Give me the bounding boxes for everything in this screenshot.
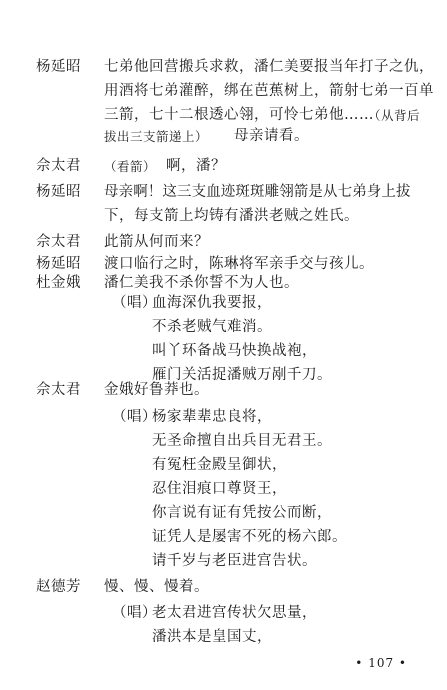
lyric-text: 雁门关活捉潘贼万剐千刀。 (152, 367, 332, 383)
sing-marker: （唱） (112, 295, 157, 311)
dialogue-text: 啊，潘？ (166, 158, 226, 174)
speaker-yang-yanzhao: 杨延昭 (36, 256, 81, 272)
speaker-she-taijun: 佘太君 (36, 158, 81, 174)
speaker-zhao-defang: 赵德芳 (36, 579, 81, 595)
dialogue-text: 此箭从何而来？ (104, 234, 209, 250)
stage-direction: 拔出三支箭递上） (104, 129, 209, 144)
dialogue-text: 下，每支箭上均铸有潘洪老贼之姓氏。 (104, 208, 359, 224)
speaker-she-taijun: 佘太君 (36, 382, 81, 398)
lyric-text: 你言说有证有凭按公而断， (152, 505, 332, 521)
stage-direction: （看箭） (104, 159, 157, 174)
speaker-du-jin-e: 杜金娥 (36, 275, 81, 291)
sing-marker: （唱） (112, 605, 157, 621)
lyric-text: 叫丫环备战马快换战袍， (152, 343, 317, 359)
sing-marker: （唱） (112, 409, 157, 425)
lyric-text: 老太君进宫传状欠思量， (152, 605, 317, 621)
dialogue-text: 渡口临行之时，陈琳将军亲手交与孩儿。 (104, 256, 374, 272)
speaker-yang-yanzhao: 杨延昭 (36, 184, 81, 200)
dialogue-text: 七弟他回营搬兵求救，潘仁美要报当年打子之仇， (104, 59, 434, 75)
lyric-text: 无圣命擅自出兵目无君王。 (152, 433, 332, 449)
dialogue-text: 三箭，七十二根透心翎，可怜七弟他…… (104, 107, 374, 123)
lyric-text: 潘洪本是皇国丈， (152, 629, 272, 645)
dialogue-text: 金娥好鲁莽也。 (104, 382, 209, 398)
page-number: • 107 • (355, 656, 407, 670)
dialogue-text: 慢、慢、慢着。 (104, 579, 209, 595)
lyric-text: 证凭人是屡害不死的杨六郎。 (152, 529, 347, 545)
dialogue-text: 用酒将七弟灌醉，绑在芭蕉树上，箭射七弟一百单 (104, 83, 434, 99)
stage-direction: （从背后 (368, 108, 421, 123)
lyric-text: 不杀老贼气难消。 (152, 319, 272, 335)
lyric-text: 血海深仇我要报， (152, 295, 272, 311)
lyric-text: 有冤枉金殿呈御状， (152, 457, 287, 473)
dialogue-text: 潘仁美我不杀你誓不为人也。 (104, 275, 299, 291)
dialogue-text: 母亲啊！这三支血迹斑斑雕翎箭是从七弟身上拔 (104, 184, 411, 200)
speaker-yang-yanzhao: 杨延昭 (36, 59, 81, 75)
speaker-she-taijun: 佘太君 (36, 234, 81, 250)
lyric-text: 杨家辈辈忠良将， (152, 409, 272, 425)
dialogue-text: 母亲请看。 (234, 128, 309, 144)
lyric-text: 忍住泪痕口尊贤王， (152, 481, 287, 497)
lyric-text: 请千岁与老臣进宫告状。 (152, 553, 317, 569)
